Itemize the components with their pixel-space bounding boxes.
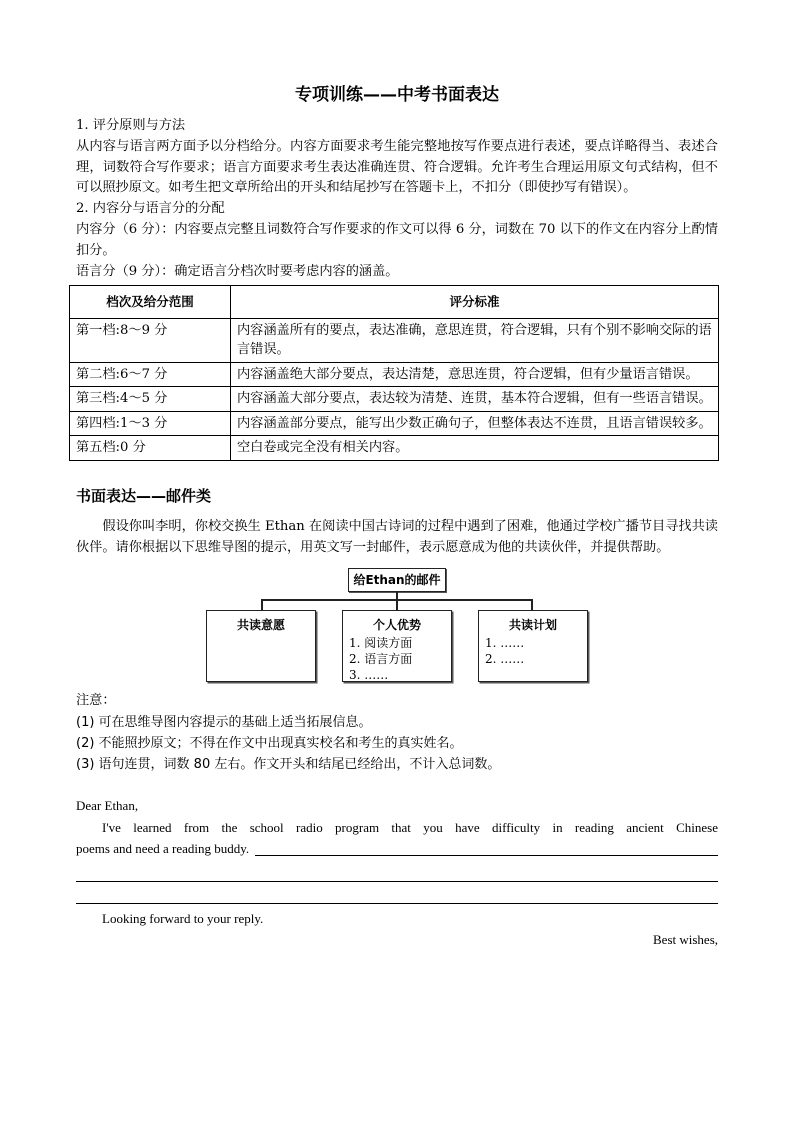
scoring-table <box>69 285 719 461</box>
letter-template <box>76 795 718 951</box>
table-cell-level: 第一档:8～9 分 <box>70 318 231 362</box>
table-cell-level: 第四档:1～3 分 <box>70 411 231 436</box>
mind-map-root: 给Ethan的邮件 <box>348 568 446 592</box>
section2-heading: 2. 内容分与语言分的分配 <box>76 201 225 217</box>
page-title: 专项训练——中考书面表达 <box>295 85 499 105</box>
mind-map-item: 3. …… <box>349 668 389 683</box>
table-row <box>70 362 719 387</box>
table-cell-level: 第三档:4～5 分 <box>70 387 231 412</box>
writing-heading: 书面表达——邮件类 <box>76 486 212 505</box>
letter-opening-line-2: poems and need a reading buddy. <box>76 841 250 857</box>
table-row <box>70 387 719 412</box>
mind-map-box-title: 个人优势 <box>372 618 421 633</box>
mind-map-box-willingness <box>206 610 316 682</box>
table-cell-criteria: 内容涵盖所有的要点，表达准确，意思连贯，符合逻辑，只有个别不影响交际的语言错误。 <box>231 318 719 362</box>
note-item: (1) 可在思维导图内容提示的基础上适当拓展信息。 <box>76 715 372 731</box>
answer-line[interactable] <box>255 839 718 856</box>
letter-closing-line: Looking forward to your reply. <box>102 910 264 926</box>
section1-heading: 1. 评分原则与方法 <box>76 118 186 133</box>
writing-prompt: 假设你叫李明，你校交换生 Ethan 在阅读中国古诗词的过程中遇到了困难，他通过学校广播节目寻找共读伙伴。请你根据以下思维导图的提示，用英文写一封邮件，表示愿意成为他的共读伙伴，并提供帮助。 <box>76 518 718 555</box>
mind-map-item: 2. …… <box>485 652 525 667</box>
table-cell-criteria: 内容涵盖部分要点，能写出少数正确句子，但整体表达不连贯，且语言错误较多。 <box>231 411 719 436</box>
mind-map-item: 1. …… <box>485 636 525 651</box>
table-header-row <box>70 286 719 319</box>
table-cell-level: 第五档:0 分 <box>70 436 231 461</box>
section1-body: 从内容与语言两方面予以分档给分。内容方面要求考生能完整地按写作要点进行表述，要点详略得当、表述合理，词数符合写作要求；语言方面要求考生表达准确连贯、符合逻辑。允许考生合理运用原文句式结构，但不可以照抄原文。如考生把文章所给出的开头和结尾抄写在答题卡上，不扣分（即使抄写有错误）。 <box>76 138 718 196</box>
mind-map-item: 2. 语言方面 <box>349 652 413 667</box>
answer-line[interactable] <box>76 882 718 904</box>
notes-label: 注意： <box>76 693 116 709</box>
table-cell-level: 第二档:6～7 分 <box>70 362 231 387</box>
language-score-text: 语言分（9 分）：确定语言分档次时要考虑内容的涵盖。 <box>76 263 399 279</box>
note-item: (3) 语句连贯，词数 80 左右。作文开头和结尾已经给出，不计入总词数。 <box>76 757 501 773</box>
mind-map-box-plan <box>478 610 588 682</box>
mind-map-box-title: 共读意愿 <box>236 618 285 633</box>
letter-sign-off: Best wishes, <box>653 932 718 948</box>
letter-opening-line-1: I've learned from the school radio program that you have difficulty in reading ancient Chinese <box>102 819 718 835</box>
table-cell-criteria: 空白卷或完全没有相关内容。 <box>231 436 719 461</box>
table-cell-criteria: 内容涵盖大部分要点，表达较为清楚、连贯，基本符合逻辑，但有一些语言错误。 <box>231 387 719 412</box>
answer-line[interactable] <box>76 860 718 882</box>
table-header-level: 档次及给分范围 <box>70 286 231 319</box>
table-row <box>70 436 719 461</box>
content-score-text: 内容分（6 分）：内容要点完整且词数符合写作要求的作文可以得 6 分，词数在 70 以下的作文在内容分上酌情扣分。 <box>76 221 718 258</box>
mind-map-connector <box>531 599 533 610</box>
table-header-criteria: 评分标准 <box>231 286 719 319</box>
mind-map-connector <box>396 599 398 610</box>
mind-map-item: 1. 阅读方面 <box>349 636 413 651</box>
letter-greeting: Dear Ethan, <box>76 798 139 814</box>
mind-map-connector <box>261 599 263 610</box>
notes-list <box>76 712 718 775</box>
table-row <box>70 318 719 362</box>
note-item: (2) 不能照抄原文；不得在作文中出现真实校名和考生的真实姓名。 <box>76 736 463 752</box>
table-row <box>70 411 719 436</box>
mind-map-box-advantages <box>342 610 452 682</box>
table-cell-criteria: 内容涵盖绝大部分要点，表达清楚，意思连贯，符合逻辑，但有少量语言错误。 <box>231 362 719 387</box>
document-page <box>76 84 718 951</box>
mind-map-box-title: 共读计划 <box>508 618 557 633</box>
mind-map <box>76 568 718 683</box>
